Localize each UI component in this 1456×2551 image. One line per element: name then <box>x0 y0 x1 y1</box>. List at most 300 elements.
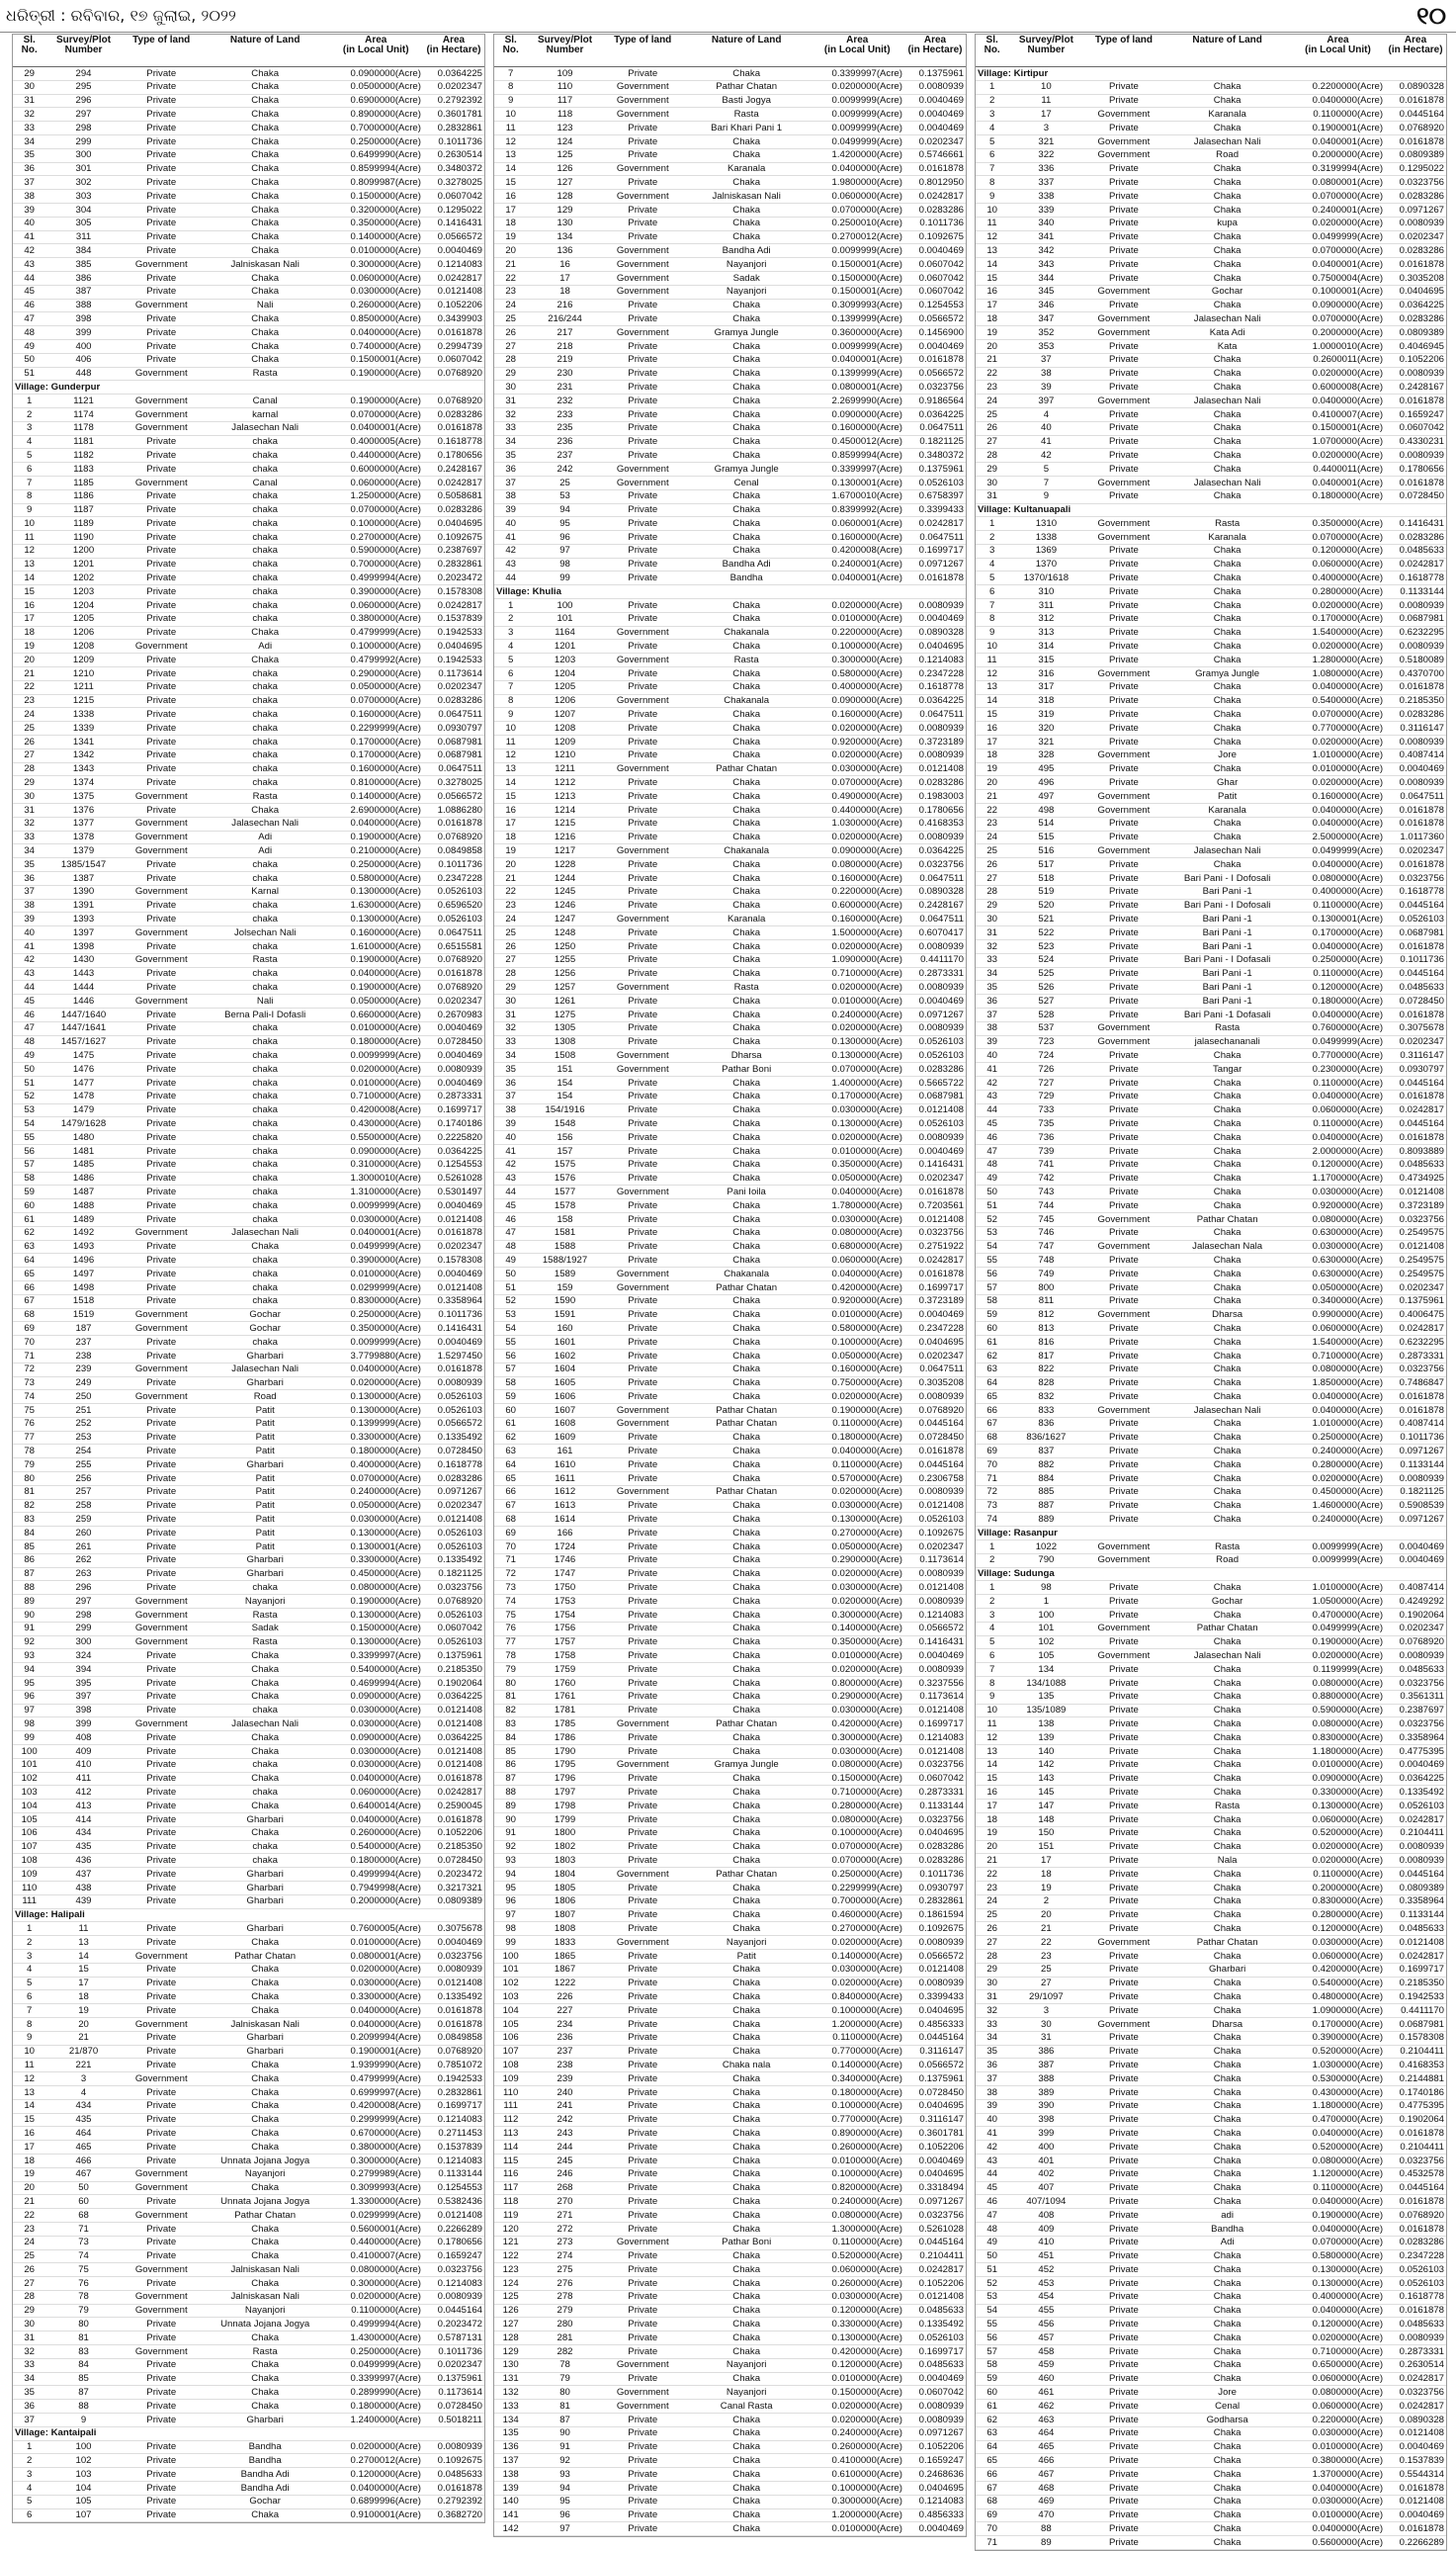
table-cell: Chaka <box>683 1035 811 1049</box>
table-cell: 14 <box>976 694 1008 708</box>
table-cell: 386 <box>45 271 121 285</box>
table-cell: 55 <box>494 1336 527 1350</box>
table-row <box>976 1499 1446 1513</box>
table-cell: Jalasechan Nali <box>202 421 329 435</box>
table-cell: 0.2144881 <box>1385 2072 1446 2086</box>
table-cell: 2 <box>976 1595 1008 1609</box>
table-cell: 40 <box>976 2113 1008 2127</box>
table-cell: 0.0700000(Acre) <box>811 203 904 217</box>
table-cell: 94 <box>527 503 602 517</box>
table-cell: 1244 <box>527 872 602 886</box>
table-cell: 74 <box>13 1390 45 1404</box>
table-cell: 0.0080939 <box>904 2414 966 2427</box>
table-cell: 274 <box>527 2249 602 2263</box>
table-cell: Private <box>1083 2386 1163 2400</box>
table-cell: Chaka <box>202 353 329 367</box>
table-cell: 0.0800000(Acre) <box>811 1813 904 1827</box>
table-cell: 15 <box>976 1772 1008 1786</box>
table-cell: Chaka <box>1163 1485 1291 1499</box>
table-cell: Chaka <box>683 2318 811 2331</box>
table-cell: Private <box>1083 1485 1163 1499</box>
table-cell: 0.0080939 <box>1385 449 1446 463</box>
table-row <box>494 1963 966 1977</box>
table-row <box>13 680 484 694</box>
table-cell: Chaka <box>683 407 811 421</box>
table-row <box>494 2277 966 2291</box>
table-cell: 24 <box>494 913 527 926</box>
table-cell: 79 <box>13 1458 45 1472</box>
table-cell: 1611 <box>527 1472 602 1486</box>
table-cell: 0.1500001(Acre) <box>811 258 904 272</box>
table-cell: 0.0600001(Acre) <box>811 517 904 531</box>
table-cell: 233 <box>527 407 602 421</box>
table-cell: Chaka <box>1163 1772 1291 1786</box>
table-row <box>494 1786 966 1800</box>
table-cell: 0.1740186 <box>1385 2085 1446 2099</box>
table-cell: 22 <box>494 885 527 899</box>
table-row <box>13 708 484 722</box>
table-cell: Nayanjori <box>683 1936 811 1950</box>
table-cell: Private <box>1083 722 1163 736</box>
table-cell: 100 <box>45 2440 121 2454</box>
table-row <box>13 2400 484 2414</box>
table-cell: 0.0161878 <box>423 1363 484 1376</box>
table-cell: 1799 <box>527 1813 602 1827</box>
column-header: Sl. No. <box>494 35 527 67</box>
table-row <box>494 435 966 449</box>
table-cell: chaka <box>202 1021 329 1035</box>
table-cell: 124 <box>494 2277 527 2291</box>
table-cell: jalasechananali <box>1163 1035 1291 1049</box>
table-cell: Government <box>1083 285 1163 299</box>
table-cell: 1.1700000(Acre) <box>1291 1172 1385 1186</box>
table-cell: Jalniskasan Nali <box>202 2017 329 2031</box>
table-cell: Chaka <box>202 1677 329 1691</box>
table-row <box>13 885 484 899</box>
table-cell: Government <box>603 2236 683 2249</box>
table-cell: 0.0400000(Acre) <box>1291 858 1385 872</box>
table-row <box>494 271 966 285</box>
table-cell: 79 <box>494 1663 527 1677</box>
table-cell: 95 <box>494 1881 527 1894</box>
table-cell: Private <box>1083 1717 1163 1731</box>
table-cell: 0.1052206 <box>904 2277 966 2291</box>
table-cell: 0.0404695 <box>423 517 484 531</box>
table-cell: Private <box>603 1322 683 1336</box>
table-cell: 345 <box>1008 285 1083 299</box>
table-cell: 0.1659247 <box>904 2454 966 2468</box>
table-cell: 1.0300000(Acre) <box>811 817 904 831</box>
table-cell: 242 <box>527 2113 602 2127</box>
table-cell: 0.0202347 <box>904 1172 966 1186</box>
table-row <box>976 2099 1446 2113</box>
table-cell: Private <box>603 1445 683 1458</box>
table-cell: 407/1094 <box>1008 2195 1083 2209</box>
table-cell: Private <box>122 122 202 135</box>
table-cell: Private <box>122 1922 202 1936</box>
table-cell: Chaka <box>683 449 811 463</box>
table-row <box>13 1035 484 1049</box>
table-cell: 1391 <box>45 899 121 913</box>
table-cell: Private <box>603 2141 683 2155</box>
table-cell: 0.0607042 <box>423 353 484 367</box>
table-cell: Private <box>603 2372 683 2386</box>
table-cell: 0.2387697 <box>1385 1704 1446 1717</box>
table-cell: 828 <box>1008 1376 1083 1390</box>
table-cell: chaka <box>202 1144 329 1158</box>
table-row <box>976 1445 1446 1458</box>
table-cell: 0.1942533 <box>423 626 484 640</box>
table-cell: 80 <box>527 2386 602 2400</box>
table-row <box>494 680 966 694</box>
table-row <box>976 1404 1446 1418</box>
table-cell: 0.1100000(Acre) <box>329 2304 423 2318</box>
table-cell: Chaka <box>683 1663 811 1677</box>
table-cell: Chaka <box>1163 435 1291 449</box>
table-cell: 216/244 <box>527 312 602 326</box>
table-cell: Government <box>122 395 202 408</box>
table-cell: 0.1000000(Acre) <box>329 640 423 654</box>
table-row <box>13 585 484 599</box>
table-cell: 0.1254553 <box>904 299 966 312</box>
table-cell: Government <box>603 626 683 640</box>
table-cell: 126 <box>494 2304 527 2318</box>
table-cell: 1.8500000(Acre) <box>1291 1376 1385 1390</box>
table-cell: 261 <box>45 1540 121 1554</box>
table-cell: 0.0121408 <box>423 1704 484 1717</box>
table-cell: chaka <box>202 1035 329 1049</box>
table-cell: 0.0687981 <box>423 748 484 762</box>
table-cell: 0.3561311 <box>1385 1690 1446 1704</box>
table-cell: Private <box>603 1076 683 1090</box>
table-cell: 0.0040469 <box>1385 1758 1446 1772</box>
table-cell: 63 <box>13 1240 45 1254</box>
table-cell: Chaka <box>683 885 811 899</box>
table-cell: 340 <box>1008 217 1083 230</box>
table-row <box>976 1076 1446 1090</box>
table-cell: 1205 <box>527 680 602 694</box>
table-cell: 526 <box>1008 981 1083 995</box>
table-cell: 0.6300000(Acre) <box>1291 1226 1385 1240</box>
table-cell: 118 <box>494 2195 527 2209</box>
table-cell: 0.0700000(Acre) <box>811 1063 904 1077</box>
table-cell: 0.3300000(Acre) <box>329 1431 423 1445</box>
table-cell: Private <box>122 1758 202 1772</box>
table-cell: 1369 <box>1008 544 1083 558</box>
table-cell: Adi <box>1163 2236 1291 2249</box>
table-row <box>976 817 1446 831</box>
table-row <box>976 1622 1446 1635</box>
table-cell: 0.1902064 <box>1385 2113 1446 2127</box>
table-cell: Private <box>122 2372 202 2386</box>
table-cell: 107 <box>494 2045 527 2059</box>
table-cell: 0.0200000(Acre) <box>811 1485 904 1499</box>
table-cell: Rasta <box>202 2345 329 2359</box>
table-cell: 1022 <box>1008 1540 1083 1554</box>
table-cell: Chaka <box>1163 1840 1291 1854</box>
table-cell: 9 <box>13 503 45 517</box>
table-cell: Private <box>1083 967 1163 981</box>
table-cell: 250 <box>45 1390 121 1404</box>
table-cell: 1.1800000(Acre) <box>1291 1745 1385 1759</box>
table-cell: 300 <box>45 148 121 162</box>
table-cell: 0.0566572 <box>904 2059 966 2072</box>
table-cell: 0.0300000(Acre) <box>1291 1936 1385 1950</box>
table-cell: 13 <box>13 2085 45 2099</box>
table-row <box>13 1881 484 1894</box>
table-cell: Government <box>603 2386 683 2400</box>
table-row <box>13 1076 484 1090</box>
table-cell: Private <box>1083 872 1163 886</box>
table-cell: 0.2347228 <box>423 872 484 886</box>
table-cell: Government <box>603 1758 683 1772</box>
table-cell: Government <box>122 926 202 940</box>
table-row <box>13 776 484 790</box>
table-row <box>13 2099 484 2113</box>
table-cell: 0.0404695 <box>423 640 484 654</box>
table-cell: Bandha <box>202 2454 329 2468</box>
table-cell: Private <box>603 2318 683 2331</box>
table-cell: Private <box>122 1336 202 1350</box>
table-cell: 0.0202347 <box>904 1540 966 1554</box>
table-cell: 0.0800000(Acre) <box>1291 2154 1385 2167</box>
table-cell: Kata <box>1163 339 1291 353</box>
table-cell: 21 <box>494 872 527 886</box>
table-cell: Chaka <box>202 626 329 640</box>
table-cell: 276 <box>527 2277 602 2291</box>
table-cell: Chaka <box>1163 736 1291 749</box>
table-cell: 0.4087414 <box>1385 1581 1446 1595</box>
table-cell: Bari Pani -1 <box>1163 940 1291 954</box>
table-cell: Private <box>1083 94 1163 108</box>
table-cell: Chaka <box>202 1990 329 2004</box>
table-cell: 2 <box>976 94 1008 108</box>
table-cell: Jalasechan Nali <box>202 1226 329 1240</box>
table-cell: 0.0099999(Acre) <box>811 244 904 258</box>
table-cell: 1590 <box>527 1294 602 1308</box>
table-cell: Gochar <box>202 1322 329 1336</box>
table-cell: 395 <box>45 1677 121 1691</box>
table-cell: Private <box>122 913 202 926</box>
table-cell: 0.1200000(Acre) <box>811 2358 904 2372</box>
table-cell: Chaka <box>683 517 811 531</box>
table-row <box>494 2141 966 2155</box>
table-cell: 0.9186564 <box>904 395 966 408</box>
table-cell: Private <box>1083 122 1163 135</box>
table-row <box>976 244 1446 258</box>
table-cell: 23 <box>13 2222 45 2236</box>
table-cell: 6 <box>13 1990 45 2004</box>
table-cell: 0.0300000(Acre) <box>811 1963 904 1977</box>
table-cell: Private <box>1083 217 1163 230</box>
table-cell: 0.0809389 <box>1385 1881 1446 1894</box>
table-cell: Private <box>603 2004 683 2018</box>
table-cell: 23 <box>976 381 1008 395</box>
table-cell: Private <box>122 2468 202 2482</box>
table-cell: 1756 <box>527 1622 602 1635</box>
table-cell: chaka <box>202 858 329 872</box>
table-row <box>13 489 484 503</box>
table-cell: 388 <box>1008 2072 1083 2086</box>
table-cell: Chaka <box>1163 1745 1291 1759</box>
table-cell: Chaka <box>683 2099 811 2113</box>
village-name: Village: Kirtipur <box>976 67 1446 81</box>
table-cell: Chaka <box>1163 2372 1291 2386</box>
table-cell: 52 <box>13 1090 45 1103</box>
table-cell: 0.0485633 <box>904 2304 966 2318</box>
table-cell: 1 <box>976 80 1008 94</box>
table-cell: 0.0404695 <box>904 1826 966 1840</box>
table-cell: 0.1699717 <box>423 2099 484 2113</box>
table-row <box>976 1758 1446 1772</box>
table-cell: 30 <box>494 995 527 1009</box>
table-cell: 0.8000000(Acre) <box>811 1677 904 1691</box>
table-cell: 0.0607042 <box>1385 421 1446 435</box>
table-cell: 16 <box>976 1786 1008 1800</box>
table-cell: 0.0300000(Acre) <box>1291 1186 1385 1199</box>
table-cell: Private <box>603 407 683 421</box>
table-cell: 11 <box>45 1922 121 1936</box>
table-cell: 46 <box>976 1131 1008 1145</box>
table-cell: Chaka <box>683 1745 811 1759</box>
table-cell: 0.0161878 <box>423 2017 484 2031</box>
table-cell: 5 <box>976 134 1008 148</box>
table-row <box>13 94 484 108</box>
table-cell: 6 <box>976 148 1008 162</box>
table-cell: Private <box>1083 1336 1163 1350</box>
table-cell: 889 <box>1008 1513 1083 1527</box>
table-cell: Private <box>1083 708 1163 722</box>
table-cell: chaka <box>202 1336 329 1350</box>
table-cell: 113 <box>494 2127 527 2141</box>
table-cell: Private <box>1083 544 1163 558</box>
table-cell: 25 <box>494 926 527 940</box>
table-cell: 0.2468636 <box>904 2468 966 2482</box>
table-cell: 0.1092675 <box>904 1922 966 1936</box>
table-row <box>494 1936 966 1950</box>
table-cell: 4 <box>976 1622 1008 1635</box>
table-cell: 0.1375961 <box>423 1649 484 1663</box>
table-cell: 463 <box>1008 2414 1083 2427</box>
table-row <box>976 2414 1446 2427</box>
table-cell: Private <box>603 1990 683 2004</box>
table-cell: 0.3200000(Acre) <box>329 203 423 217</box>
table-cell: Chaka <box>683 203 811 217</box>
table-cell: 0.0121408 <box>904 1581 966 1595</box>
table-cell: Chaka <box>202 190 329 204</box>
table-row <box>976 1212 1446 1226</box>
table-cell: 1.2400000(Acre) <box>329 2414 423 2427</box>
table-cell: Chaka <box>683 1076 811 1090</box>
table-cell: Chaka <box>1163 1076 1291 1090</box>
table-cell: 0.1700000(Acre) <box>1291 926 1385 940</box>
table-cell: Private <box>122 708 202 722</box>
table-cell: 0.0607042 <box>904 285 966 299</box>
table-cell: 227 <box>527 2004 602 2018</box>
table-row <box>494 1758 966 1772</box>
table-cell: Private <box>603 1800 683 1813</box>
table-cell: 55 <box>976 1254 1008 1268</box>
table-cell: 38 <box>494 489 527 503</box>
table-cell: 1374 <box>45 776 121 790</box>
table-cell: Private <box>122 2331 202 2345</box>
table-cell: kupa <box>1163 217 1291 230</box>
table-cell: 0.0566572 <box>904 1949 966 1963</box>
table-cell: 0.0400000(Acre) <box>329 326 423 340</box>
table-row <box>13 1553 484 1567</box>
table-cell: 0.0900000(Acre) <box>1291 299 1385 312</box>
table-cell: 0.0485633 <box>1385 2318 1446 2331</box>
table-row <box>976 967 1446 981</box>
table-cell: Private <box>122 2386 202 2400</box>
table-cell: 0.0499999(Acre) <box>811 134 904 148</box>
table-cell: Chaka <box>683 2017 811 2031</box>
table-cell: 0.0200000(Acre) <box>811 1977 904 1990</box>
table-cell: 97 <box>13 1704 45 1717</box>
table-cell: 0.0323756 <box>423 2263 484 2277</box>
table-cell: Chaka <box>1163 1635 1291 1649</box>
table-cell: Chaka <box>1163 407 1291 421</box>
table-cell: 0.1416431 <box>423 217 484 230</box>
table-cell: 0.0400000(Acre) <box>1291 2222 1385 2236</box>
table-cell: 0.5301497 <box>423 1186 484 1199</box>
table-cell: Chaka <box>683 2222 811 2236</box>
table-cell: Private <box>1083 1635 1163 1649</box>
table-cell: 97 <box>527 2522 602 2536</box>
table-row <box>13 926 484 940</box>
table-cell: 0.0080939 <box>904 1663 966 1677</box>
table-row <box>13 1649 484 1663</box>
table-cell: 466 <box>45 2154 121 2167</box>
table-cell: 110 <box>527 80 602 94</box>
table-cell: 23 <box>976 1881 1008 1894</box>
table-cell: 0.0121408 <box>904 1103 966 1117</box>
table-cell: 42 <box>13 244 45 258</box>
table-cell: 46 <box>13 1008 45 1021</box>
table-cell: Private <box>603 640 683 654</box>
table-cell: 0.2900000(Acre) <box>329 667 423 681</box>
table-cell: 82 <box>13 1499 45 1513</box>
table-cell: 0.1983003 <box>904 790 966 804</box>
table-cell: 0.6758397 <box>904 489 966 503</box>
table-cell: Private <box>1083 926 1163 940</box>
table-cell: Private <box>1083 1731 1163 1745</box>
table-cell: Government <box>603 1868 683 1882</box>
table-cell: 58 <box>976 2358 1008 2372</box>
table-row <box>976 381 1446 395</box>
table-row <box>976 1595 1446 1609</box>
table-row <box>976 1826 1446 1840</box>
table-cell: Private <box>122 1745 202 1759</box>
table-cell: 123 <box>527 122 602 135</box>
table-cell: 32 <box>494 1021 527 1035</box>
table-cell: 9 <box>1008 489 1083 503</box>
table-cell: 16 <box>494 190 527 204</box>
table-cell: 1602 <box>527 1349 602 1363</box>
table-row <box>494 1390 966 1404</box>
table-cell: 0.0300000(Acre) <box>329 285 423 299</box>
table-cell: Government <box>1083 517 1163 531</box>
table-cell: Chaka <box>683 1131 811 1145</box>
table-cell: 1211 <box>45 680 121 694</box>
table-cell: 0.0121408 <box>423 1280 484 1294</box>
table-cell: 0.0121408 <box>904 762 966 776</box>
table-cell: 0.0499999(Acre) <box>1291 1622 1385 1635</box>
table-cell: 50 <box>976 1186 1008 1199</box>
table-row <box>976 2495 1446 2508</box>
table-cell: 53 <box>527 489 602 503</box>
table-cell: Government <box>1083 531 1163 545</box>
